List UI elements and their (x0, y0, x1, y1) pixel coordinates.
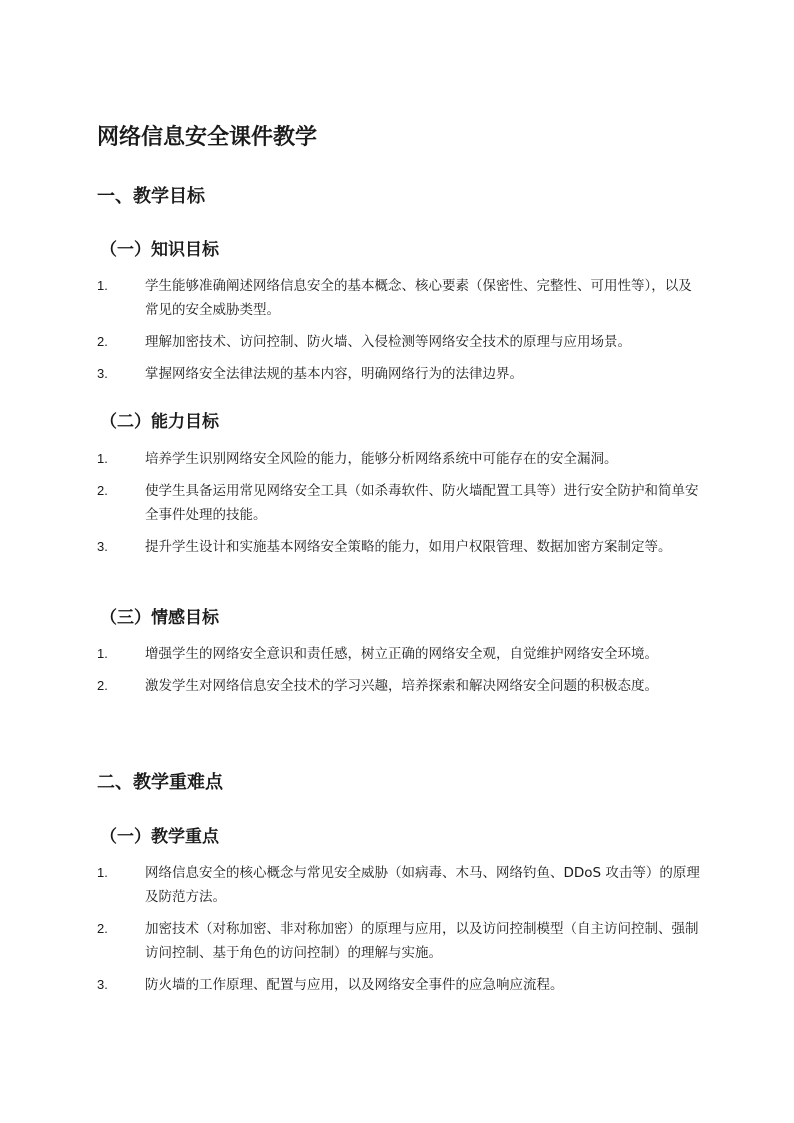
list-item-text: 增强学生的网络安全意识和责任感，树立正确的网络安全观，自觉维护网络安全环境。 (145, 646, 658, 662)
list-item (97, 973, 703, 997)
list-item (97, 642, 703, 666)
list-item (97, 362, 703, 386)
list-item (97, 479, 703, 527)
list-item (97, 674, 703, 698)
list-item-number: 1. (97, 278, 108, 293)
list-item-text: 网络信息安全的核心概念与常见安全威胁（如病毒、木马、网络钓鱼、DDoS 攻击等）的原理及防范方法。 (145, 865, 700, 905)
list-item-text: 掌握网络安全法律法规的基本内容，明确网络行为的法律边界。 (145, 366, 523, 382)
list-item (97, 330, 703, 354)
subsection-heading-emotional-goals: （三）情感目标 (100, 608, 219, 628)
list-item (97, 535, 703, 559)
list-item-text: 培养学生识别网络安全风险的能力，能够分析网络系统中可能存在的安全漏洞。 (145, 451, 618, 467)
emotional-goals-list (97, 642, 703, 706)
list-item-number: 3. (97, 539, 108, 554)
list-item-text: 使学生具备运用常见网络安全工具（如杀毒软件、防火墙配置工具等）进行安全防护和简单安全事件处理的技能。 (145, 483, 699, 523)
list-item-number: 1. (97, 646, 108, 661)
list-item-number: 2. (97, 921, 108, 936)
list-item-number: 2. (97, 483, 108, 498)
list-item (97, 274, 703, 322)
list-item (97, 917, 703, 965)
section-heading-key-difficult-points: 二、教学重难点 (97, 772, 223, 793)
list-item-number: 1. (97, 451, 108, 466)
subsection-heading-knowledge-goals: （一）知识目标 (100, 240, 219, 260)
list-item (97, 447, 703, 471)
list-item-text: 激发学生对网络信息安全技术的学习兴趣，培养探索和解决网络安全问题的积极态度。 (145, 678, 658, 694)
list-item-number: 1. (97, 865, 108, 880)
ability-goals-list (97, 447, 703, 567)
subsection-heading-teaching-focus: （一）教学重点 (100, 827, 219, 847)
list-item-number: 2. (97, 334, 108, 349)
teaching-focus-list (97, 861, 703, 1005)
list-item-text: 理解加密技术、访问控制、防火墙、入侵检测等网络安全技术的原理与应用场景。 (145, 334, 631, 350)
list-item-number: 3. (97, 977, 108, 992)
list-item (97, 861, 703, 909)
list-item-text: 加密技术（对称加密、非对称加密）的原理与应用，以及访问控制模型（自主访问控制、强制访问控制、基于角色的访问控制）的理解与实施。 (145, 921, 699, 961)
list-item-text: 学生能够准确阐述网络信息安全的基本概念、核心要素（保密性、完整性、可用性等），以及常见的安全威胁类型。 (145, 278, 692, 318)
subsection-heading-ability-goals: （二）能力目标 (100, 412, 219, 432)
list-item-number: 2. (97, 678, 108, 693)
knowledge-goals-list (97, 274, 703, 394)
document-title: 网络信息安全课件教学 (97, 125, 318, 150)
section-heading-teaching-goals: 一、教学目标 (97, 186, 205, 207)
list-item-text: 提升学生设计和实施基本网络安全策略的能力，如用户权限管理、数据加密方案制定等。 (145, 539, 672, 555)
list-item-number: 3. (97, 366, 108, 381)
list-item-text: 防火墙的工作原理、配置与应用，以及网络安全事件的应急响应流程。 (145, 977, 564, 993)
